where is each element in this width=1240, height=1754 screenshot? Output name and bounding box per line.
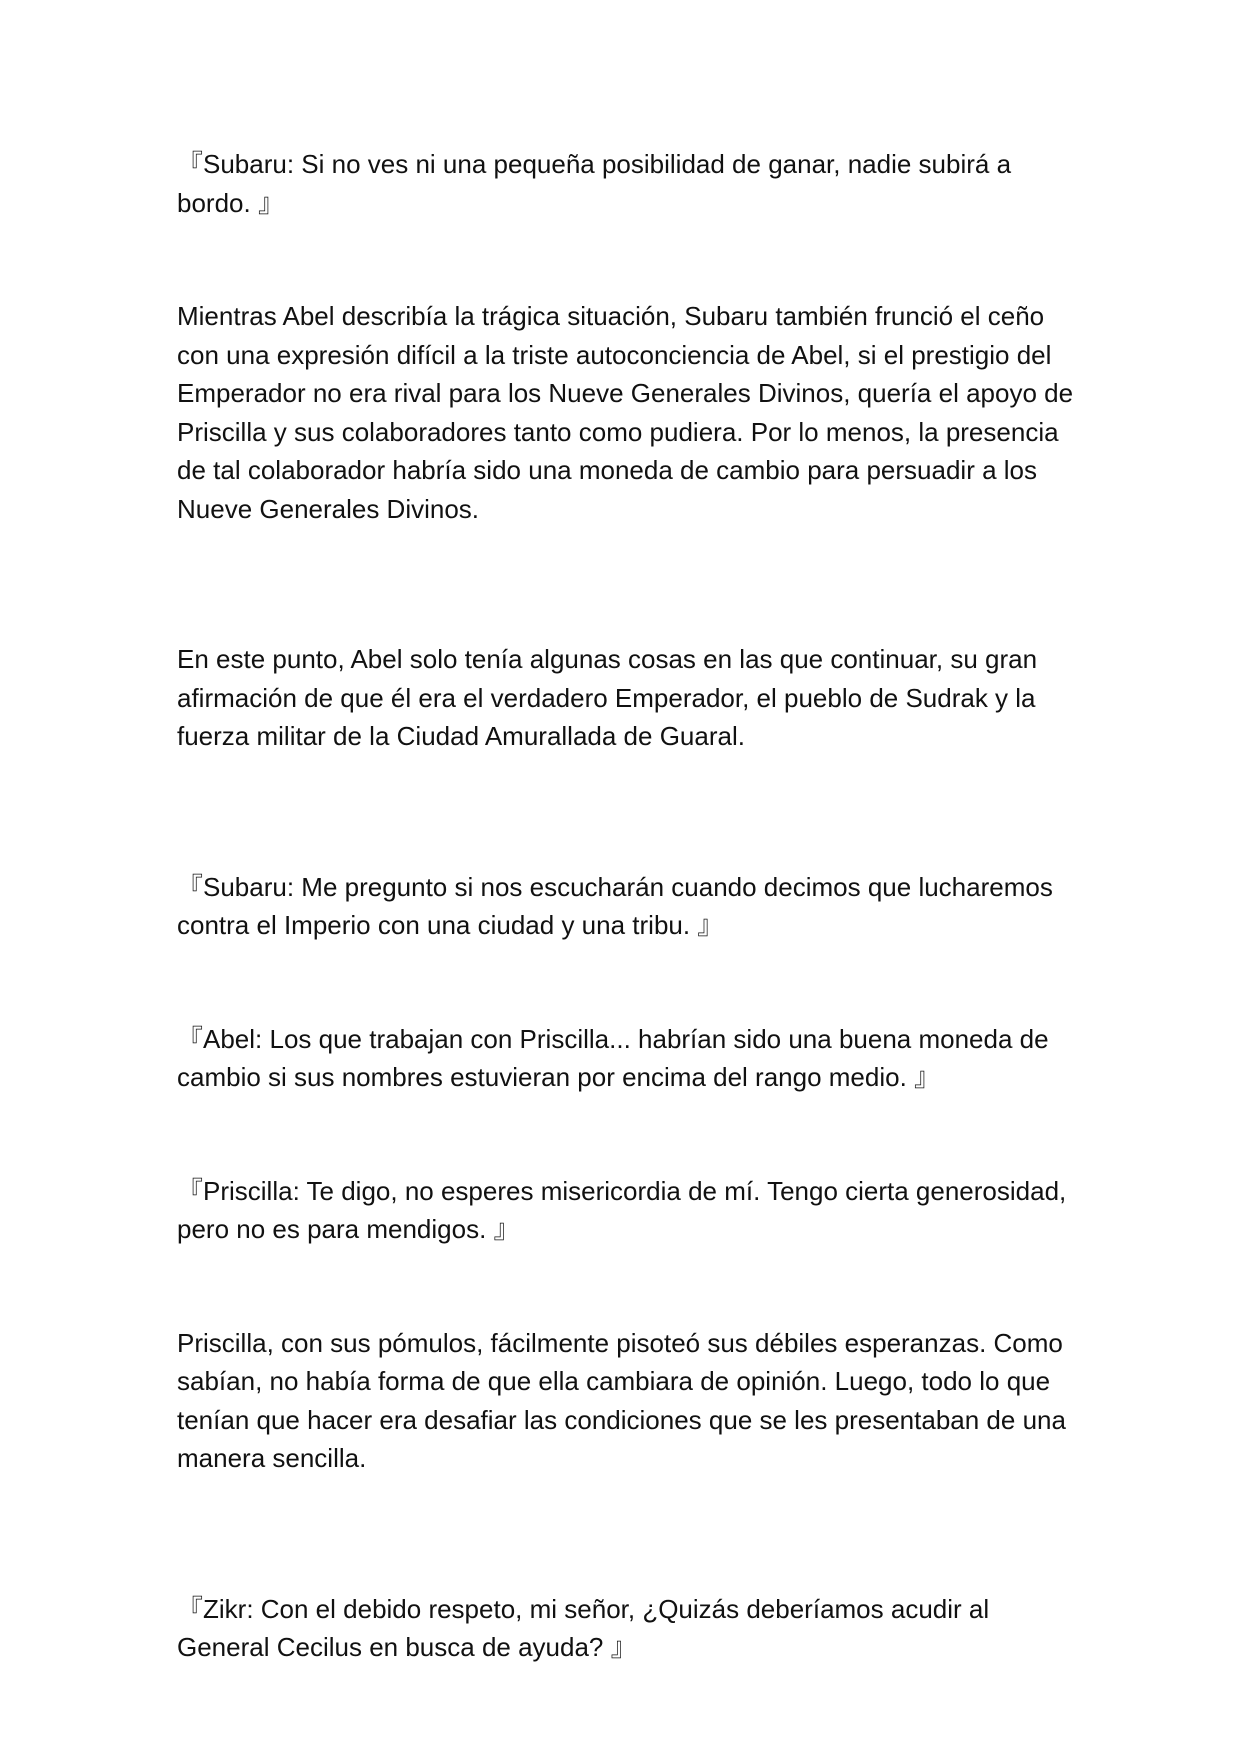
narration-paragraph: Priscilla, con sus pómulos, fácilmente pisoteó sus débiles esperanzas. Como sabían, no había forma de que ella cambiara de opinión. Luego, todo lo que tenían que hacer era desafiar las condiciones que se les presentaban de una manera sencilla. (177, 1327, 1066, 1473)
dialogue-paragraph: 『Subaru: Me pregunto si nos escucharán cuando decimos que lucharemos contra el Imperio con una ciudad y una tribu. 』 (177, 871, 1053, 940)
document-body (177, 145, 1077, 1667)
dialogue-paragraph: 『Priscilla: Te digo, no esperes misericordia de mí. Tengo cierta generosidad, pero no es para mendigos. 』 (177, 1175, 1067, 1244)
dialogue-paragraph: 『Subaru: Si no ves ni una pequeña posibilidad de ganar, nadie subirá a bordo. 』 (177, 149, 1012, 218)
dialogue-paragraph: 『Abel: Los que trabajan con Priscilla... habrían sido una buena moneda de cambio si sus nombres estuvieran por encima del rango medio. 』 (177, 1023, 1049, 1092)
dialogue-paragraph: 『Zikr: Con el debido respeto, mi señor, ¿Quizás deberíamos acudir al General Cecilus en busca de ayuda? 』 (177, 1593, 990, 1662)
narration-paragraph: Mientras Abel describía la trágica situación, Subaru también frunció el ceño con una expresión difícil a la triste autoconciencia de Abel, si el prestigio del Emperador no era rival para los Nueve Generales Divinos, quería el apoyo de Priscilla y sus colaboradores tanto como pudiera. Por lo menos, la presencia de tal colaborador habría sido una moneda de cambio para persuadir a los Nueve Generales Divinos. (177, 301, 1074, 524)
narration-paragraph: En este punto, Abel solo tenía algunas cosas en las que continuar, su gran afirmación de que él era el verdadero Emperador, el pueblo de Sudrak y la fuerza militar de la Ciudad Amurallada de Guaral. (177, 644, 1038, 751)
